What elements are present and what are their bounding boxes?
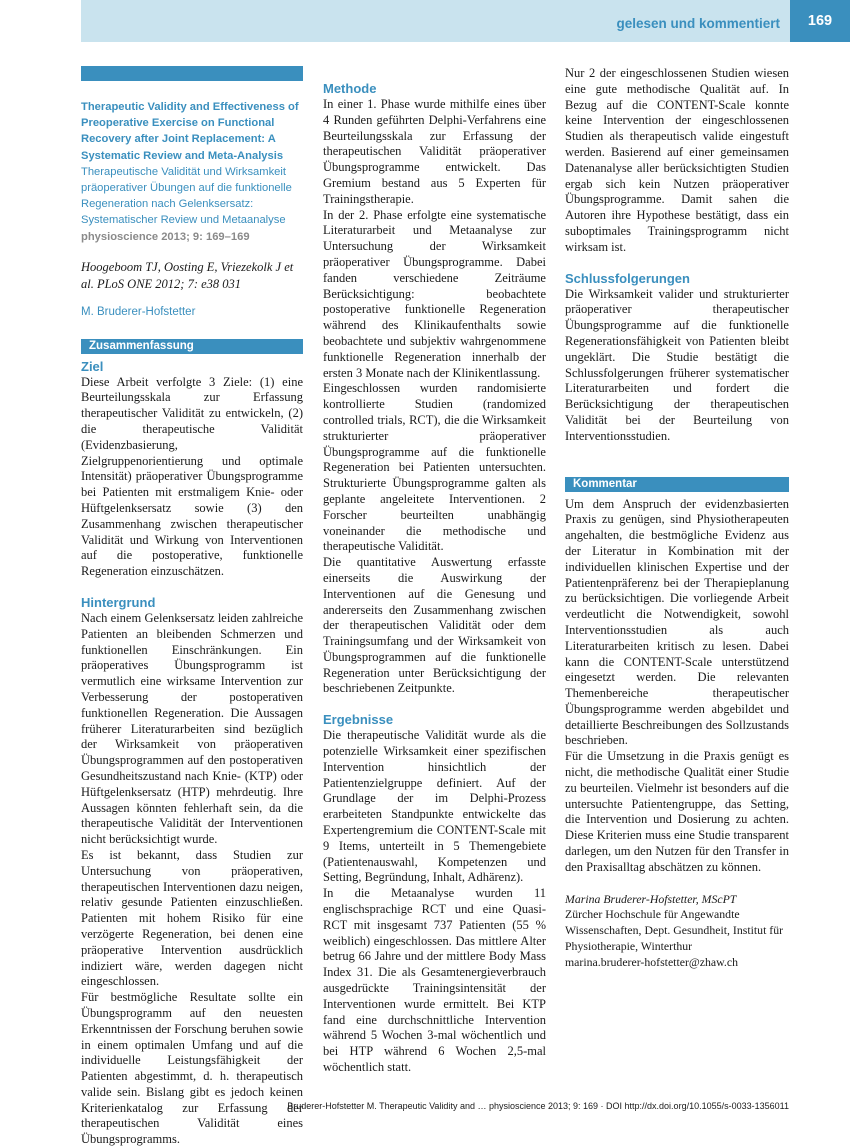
paragraph: Die Wirksamkeit valider und strukturierter präoperativer therapeutischer Übungsprogramme auf die funktionelle Regenerationsfähigkeit von Patienten bleibt ungeklärt. Die Studie bestätigt die Schlussfolgerungen früherer systematischer Literaturarbeiten und fordert die Berücksichtigung der therapeutischen Validität bei der Beurteilung von Interventionsstudien. — [565, 286, 789, 443]
heading-ergebnisse: Ergebnisse — [323, 712, 394, 728]
column-2 — [323, 66, 546, 1076]
paragraph: In einer 1. Phase wurde mithilfe eines über 4 Runden geführten Delphi-Verfahrens eine Beurteilungsskala zur Erfassung der therapeutischen Validität präoperativer Übungsprogramme entwickelt. Das Gremium bestand aus 5 Experten für Trainingstherapie. — [323, 97, 546, 206]
paragraph: Diese Arbeit verfolgte 3 Ziele: (1) eine Beurteilungsskala zur Erfassung therapeutischer Validität zu entwickeln, (2) die therapeutische Validität (Evidenzbasierung, Zielgruppenorientierung und optimale Intensität) präoperativer Übungsprogramme bei Patienten mit erstmaligem Knie- oder Hüftgelenksersatz sowie (3) den Zusammenhang zwischen therapeutischer Validität und Wirkung von Interventionen auf die postoperative, funktionelle Regeneration einzuschätzen. — [81, 374, 303, 579]
journal-reference: physioscience 2013; 9: 169–169 — [81, 230, 250, 243]
paragraph: In der 2. Phase erfolgte eine systematische Literaturarbeit und Metaanalyse zur Untersuchung der Wirksamkeit präoperativer Übungsprogramme. Dabei fanden verschiedene Zeiträume Berücksichtigung: beobachtete postoperative funktionelle Regeneration während des Klinikaufenthalts sowie beobachtete und subjektiv wahrgenommene funktionelle Regeneration innerhalb der ersten 3 Monate nach der Klinikentlassung. — [323, 207, 546, 380]
page-number: 169 — [790, 0, 850, 42]
reviewer-name: M. Bruderer-Hofstetter — [81, 305, 196, 318]
summary-label: Zusammenfassung — [81, 339, 303, 354]
paragraph: Eingeschlossen wurden randomisierte kontrollierte Studien (randomized controlled trials, RCT), die die Wirksamkeit strukturierter präoperativer Übungsprogramme auf die funktionelle Regeneration bei Patienten untersuchten. Strukturierte Übungsprogramme galten als geplante angeleitete Interventionen. 2 Forscher beurteilten unabhängig voneinander die methodische und therapeutische Validität. — [323, 381, 546, 554]
commentary-label: Kommentar — [565, 477, 789, 492]
affiliation: Zürcher Hochschule für Angewandte Wissenschaften, Dept. Gesundheit, Institut für Physiotherapie, Winterthur — [565, 907, 784, 954]
section-label: gelesen und kommentiert — [616, 16, 780, 31]
paragraph: Die quantitative Auswertung erfasste einerseits die Auswirkung der Interventionen auf die Genesung und andererseits den Zusammenhang zwischen der therapeutischen Validität oder dem Trainingsumfang und der Wirksamkeit von Übungsprogrammen auf die funktionelle Regeneration unter Berücksichtigung der beschriebenen Zeitpunkte. — [323, 555, 546, 696]
article-title-en: Therapeutic Validity and Effectiveness of Preoperative Exercise on Functional Recovery after Joint Replacement: A Systematic Review and Meta-Analysis — [81, 101, 299, 162]
paragraph: Nach einem Gelenksersatz leiden zahlreiche Patienten an bleibenden Schmerzen und funktionellen Einschränkungen. Ein präoperatives Übungsprogramm ist vermutlich eine wirksame Intervention zur Verbesserung der postoperativen funktionellen Regeneration. Die Aussagen früherer Literaturarbeiten sind bezüglich der Wirksamkeit von präoperativen Übungsprogrammen auf den postoperativen Gesundheitszustand nach Knie- (KTP) oder Hüftgelenksersatz (HTP) mehrdeutig. Ihre Aussagen könnten fehlerhaft sein, da die therapeutische Validität der Interventionen nicht berücksichtigt wurde. — [81, 610, 303, 847]
paragraph: Um dem Anspruch der evidenzbasierten Praxis zu genügen, sind Physiotherapeuten angehalten, die bestmögliche Evidenz aus der Literatur in Kombination mit der individuellen klinischen Expertise und der Patientenpräferenz bei der Therapieplanung zu berücksichtigen. Die vorliegende Arbeit verdeutlicht die Notwendigkeit, sowohl Interventionsstudien als auch Literaturarbeiten kritisch zu lesen. Dabei kann die CONTENT-Scale unterstützend eingesetzt werden. Die relevanten Themenbereiche therapeutischer Übungsprogramme werden abgebildet und detaillierte Beschreibungen des Sollzustands beschrieben. — [565, 496, 789, 748]
email-address: marina.bruderer-hofstetter@zhaw.ch — [565, 954, 738, 969]
paragraph: Es ist bekannt, dass Studien zur Untersuchung von präoperativen, therapeutischen Interventionen dazu neigen, relativ gesunde Patienten einzuschließen. Patienten mit hohem Risiko für eine verzögerte Regeneration, bei denen eine präoperative Intervention ausdrücklich indiziert wäre, werden dagegen nicht eingeschlossen. — [81, 847, 303, 989]
heading-ziel: Ziel — [81, 358, 104, 374]
authors-citation — [81, 259, 303, 293]
heading-schlussfolgerungen: Schlussfolgerungen — [565, 270, 690, 286]
paragraph: In die Metaanalyse wurden 11 englischsprachige RCT und eine Quasi-RCT mit insgesamt 737 Patienten (55 % weiblich) eingeschlossen. Das mittlere Alter betrug 66 Jahre und der mittlere Body Mass Index 31. Die als Gesamtenergieverbrauch ausgedrückte Trainingsintensität der Interventionen wurde ermittelt. Bei KTP fand eine durchschnittliche Intervention während 5 Wochen 3-mal wöchentlich und bei HTP während 6 Wochen 2,5-mal wöchentlich statt. — [323, 886, 546, 1075]
paragraph: Für bestmögliche Resultate sollte ein Übungsprogramm auf den neuesten Erkenntnissen der Forschung beruhen sowie in einem optimalen Umfang und auf die individuelle Leistungsfähigkeit der Patienten abgestimmt, d. h. therapeutisch valide sein. Bislang gibt es jedoch keinen Kriterienkatalog zur Erfassung der therapeutischen Validität eines Übungsprogramms. — [81, 990, 303, 1147]
heading-methode: Methode — [323, 81, 377, 96]
column-3 — [565, 66, 789, 971]
column-1 — [81, 66, 303, 1148]
paragraph: Die therapeutische Validität wurde als die potenzielle Wirksamkeit einer spezifischen Intervention hinsichtlich der Patientenzielgruppe definiert. Auf der Grundlage der im Delphi-Prozess erarbeiteten Standpunkte entwickelte das Expertengremium die CONTENT-Scale mit 9 Items, unterteilt in 5 Themengebiete (Patientenauswahl, Kompetenzen und Setting, Begründung, Inhalt, Adhärenz). — [323, 728, 546, 885]
paragraph: Nur 2 der eingeschlossenen Studien wiesen eine gute methodische Qualität auf. In Bezug auf die CONTENT-Scale konnte keine Intervention der eingeschlossenen Studien als therapeutisch valide eingestuft werden. Basierend auf einer gemeinsamen Datenanalyse aller berücksichtigten Studien ergab sich kein Nutzen präoperativer Übungsprogramme. Damit sahen die Autoren ihre Hypothese bestätigt, dass ein suboptimales Trainingsprogramm nicht wirksam ist. — [565, 66, 789, 254]
authors-text: Hoogeboom TJ, Oosting E, Vriezekolk J et al. PLoS ONE 2012; 7: e38 031 — [81, 259, 294, 291]
commentary-signature: Marina Bruderer-Hofstetter, MScPT — [565, 891, 737, 906]
heading-hintergrund: Hintergrund — [81, 594, 156, 610]
paragraph: Für die Umsetzung in die Praxis genügt es nicht, die methodische Qualität einer Studie zu beurteilen. Vielmehr ist besonders auf die untersuchte Patientengruppe, das Setting, die Intervention und Dosierung zu achten. Diese Kriterien muss eine Studie transparent darlegen, um den Nutzen für den Transfer in den Praxisalltag abschätzen zu können. — [565, 749, 789, 874]
footer-citation: Bruderer-Hofstetter M. Therapeutic Validity and … physioscience 2013; 9: 169 · DOI http://dx.doi.org/10.1055/s-0033-1356011 — [287, 1101, 789, 1111]
article-title-de: Therapeutische Validität und Wirksamkeit präoperativer Übungen auf die funktionelle Regeneration nach Gelenksersatz: Systematischer Review und Metaanalyse — [81, 165, 292, 227]
title-bar — [81, 66, 303, 81]
